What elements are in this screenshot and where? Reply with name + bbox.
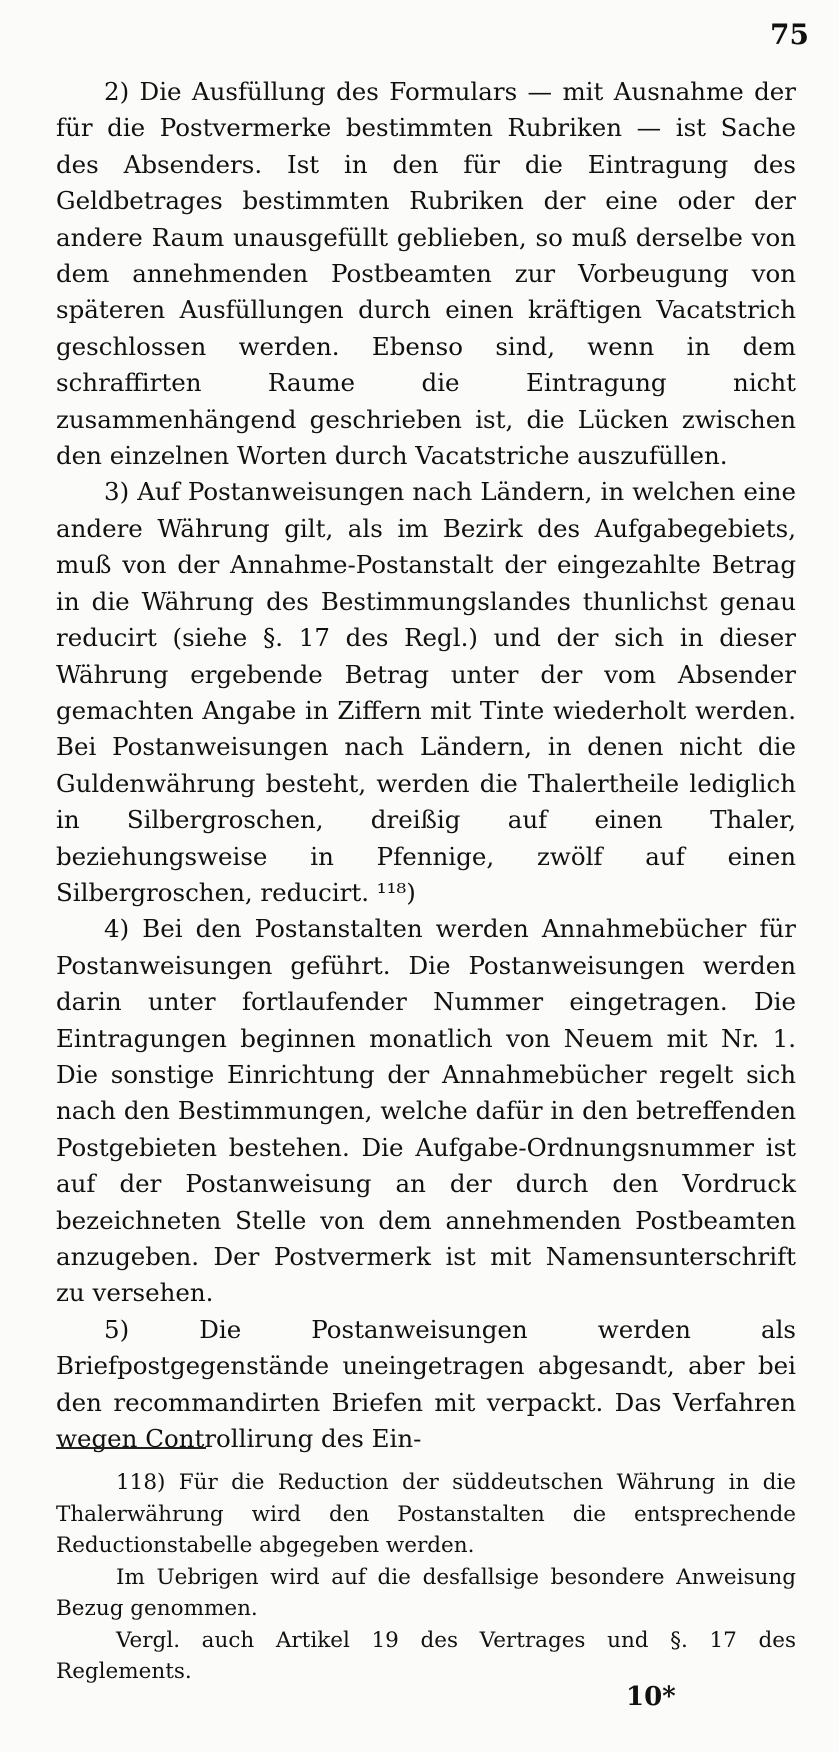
footnote-divider	[56, 1447, 206, 1449]
paragraph-4: 4) Bei den Postanstalten werden Annahmebücher für Postanweisungen geführt. Die Postanweisungen werden darin unter fortlaufender Nummer eingetragen. Die Eintragungen beginnen monatlich von Neuem mit Nr. 1. Die sonstige Einrichtung der Annahmebücher regelt sich nach den Bestimmungen, welche dafür in den betreffenden Postgebieten bestehen. Die Aufgabe-Ordnungsnummer ist auf der Postanweisung an der durch den Vordruck bezeichneten Stelle von dem annehmenden Postbeamten anzugeben. Der Postvermerk ist mit Namensunterschrift zu versehen.	[56, 914, 796, 1308]
paragraph-3: 3) Auf Postanweisungen nach Ländern, in welchen eine andere Währung gilt, als im Bezirk des Aufgabegebiets, muß von der Annahme-Postanstalt der eingezahlte Betrag in die Währung des Bestimmungslandes thunlichst genau reducirt (siehe §. 17 des Regl.) und der sich in dieser Währung ergebende Betrag unter der vom Absender gemachten Angabe in Ziffern mit Tinte wiederholt werden. Bei Postanweisungen nach Ländern, in denen nicht die Guldenwährung besteht, werden die Thalertheile lediglich in Silbergroschen, dreißig auf einen Thaler, beziehungsweise in Pfennige, zwölf auf einen Silbergroschen, reducirt. ¹¹⁸)	[56, 477, 796, 907]
main-text	[56, 74, 796, 1457]
footnote-118: 118) Für die Reduction der süddeutschen Währung in die Thalerwährung wird den Postanstalten die entsprechende Reductionstabelle abgegeben werden.	[56, 1470, 796, 1558]
footnotes	[56, 1467, 796, 1688]
footnote-continuation: Im Uebrigen wird auf die desfallsige besondere Anweisung Bezug genommen.	[56, 1564, 796, 1621]
paragraph-2: 2) Die Ausfüllung des Formulars — mit Ausnahme der für die Postvermerke bestimmten Rubriken — ist Sache des Absenders. Ist in den für die Eintragung des Geldbetrages bestimmten Rubriken der eine oder der andere Raum unausgefüllt geblieben, so muß derselbe von dem annehmenden Postbeamten zur Vorbeugung von späteren Ausfüllungen durch einen kräftigen Vacatstrich geschlossen werden. Ebenso sind, wenn in dem schraffirten Raume die Eintragung nicht zusammenhängend geschrieben ist, die Lücken zwischen den einzelnen Worten durch Vacatstriche auszufüllen.	[56, 77, 796, 471]
footnote-reference: Vergl. auch Artikel 19 des Vertrages und §. 17 des Reglements.	[56, 1627, 796, 1684]
printer-signature-mark: 10*	[626, 1682, 676, 1712]
page-number: 75	[770, 18, 809, 51]
paragraph-5: 5) Die Postanweisungen werden als Briefpostgegenstände uneingetragen abgesandt, aber bei den recommandirten Briefen mit verpackt. Das Verfahren wegen Controllirung des Ein-	[56, 1314, 796, 1454]
